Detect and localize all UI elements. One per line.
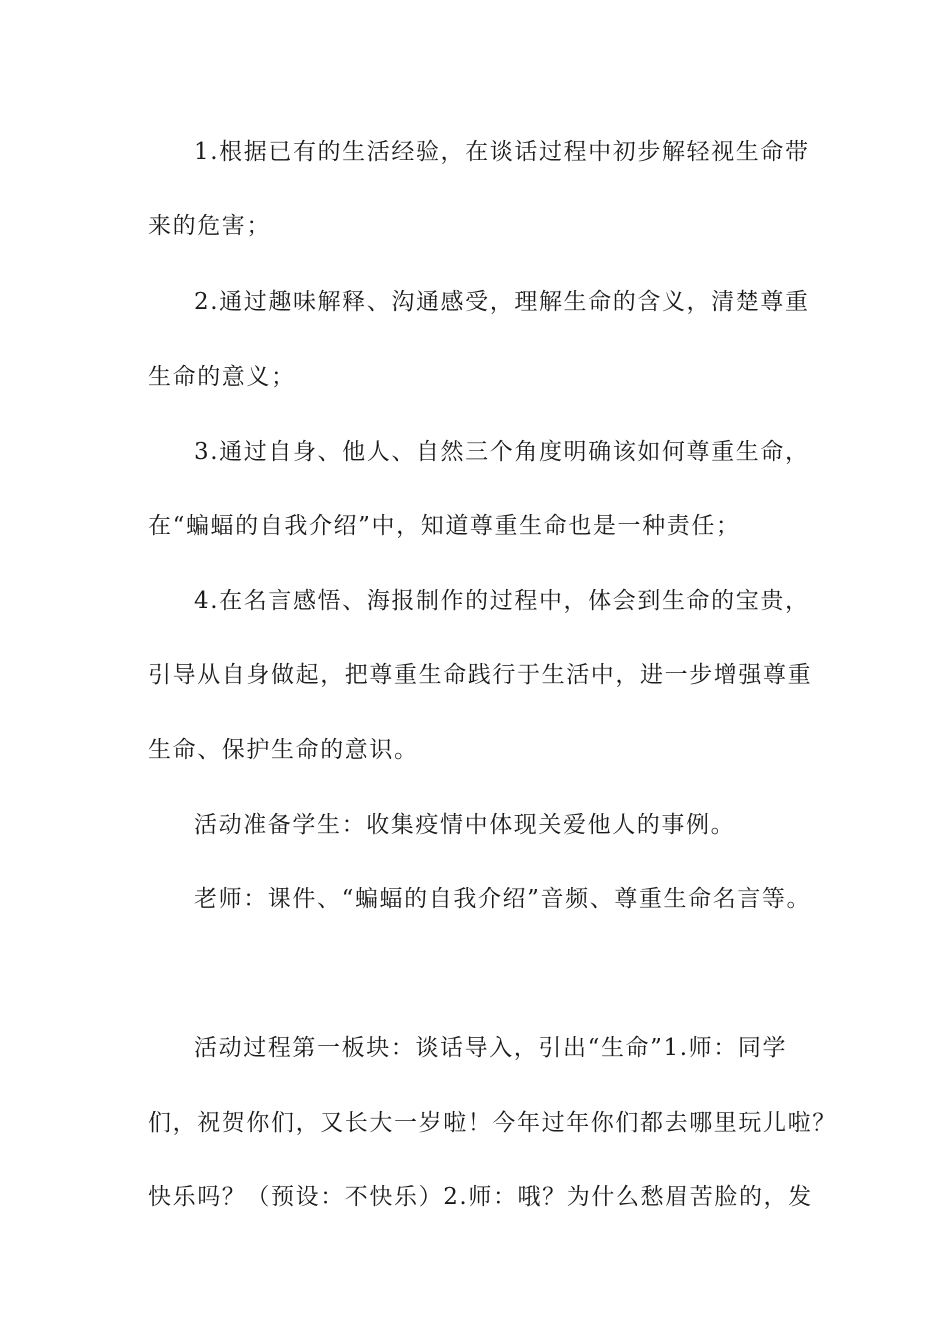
preparation-teacher: 老师：课件、“蝙蝠的自我介绍”音频、尊重生命名言等。	[194, 886, 812, 912]
objective-3-line-1: 3.通过自身、他人、自然三个角度明确该如何尊重生命，	[194, 439, 810, 465]
objective-1-line-2: 来的危害；	[148, 213, 271, 239]
process-line-3: 快乐吗？（预设：不快乐）2.师：哦？为什么愁眉苦脸的，发	[148, 1184, 813, 1210]
objective-1-line-1: 1.根据已有的生活经验，在谈话过程中初步解轻视生命带	[194, 139, 810, 165]
objective-4-line-2: 引导从自身做起，把尊重生命践行于生活中，进一步增强尊重	[148, 662, 813, 688]
objective-2-line-2: 生命的意义；	[148, 364, 296, 390]
process-line-2: 们，祝贺你们，又长大一岁啦！今年过年你们都去哪里玩儿啦？	[148, 1110, 837, 1136]
process-line-1: 活动过程第一板块：谈话导入，引出“生命”1.师：同学	[194, 1035, 788, 1061]
objective-4-line-1: 4.在名言感悟、海报制作的过程中，体会到生命的宝贵，	[194, 588, 810, 614]
objective-4-line-3: 生命、保护生命的意识。	[148, 737, 419, 763]
objective-2-line-1: 2.通过趣味解释、沟通感受，理解生命的含义，清楚尊重	[194, 289, 810, 315]
objective-3-line-2: 在“蝙蝠的自我介绍”中，知道尊重生命也是一种责任；	[148, 513, 741, 539]
preparation-students: 活动准备学生：收集疫情中体现关爱他人的事例。	[194, 812, 736, 838]
